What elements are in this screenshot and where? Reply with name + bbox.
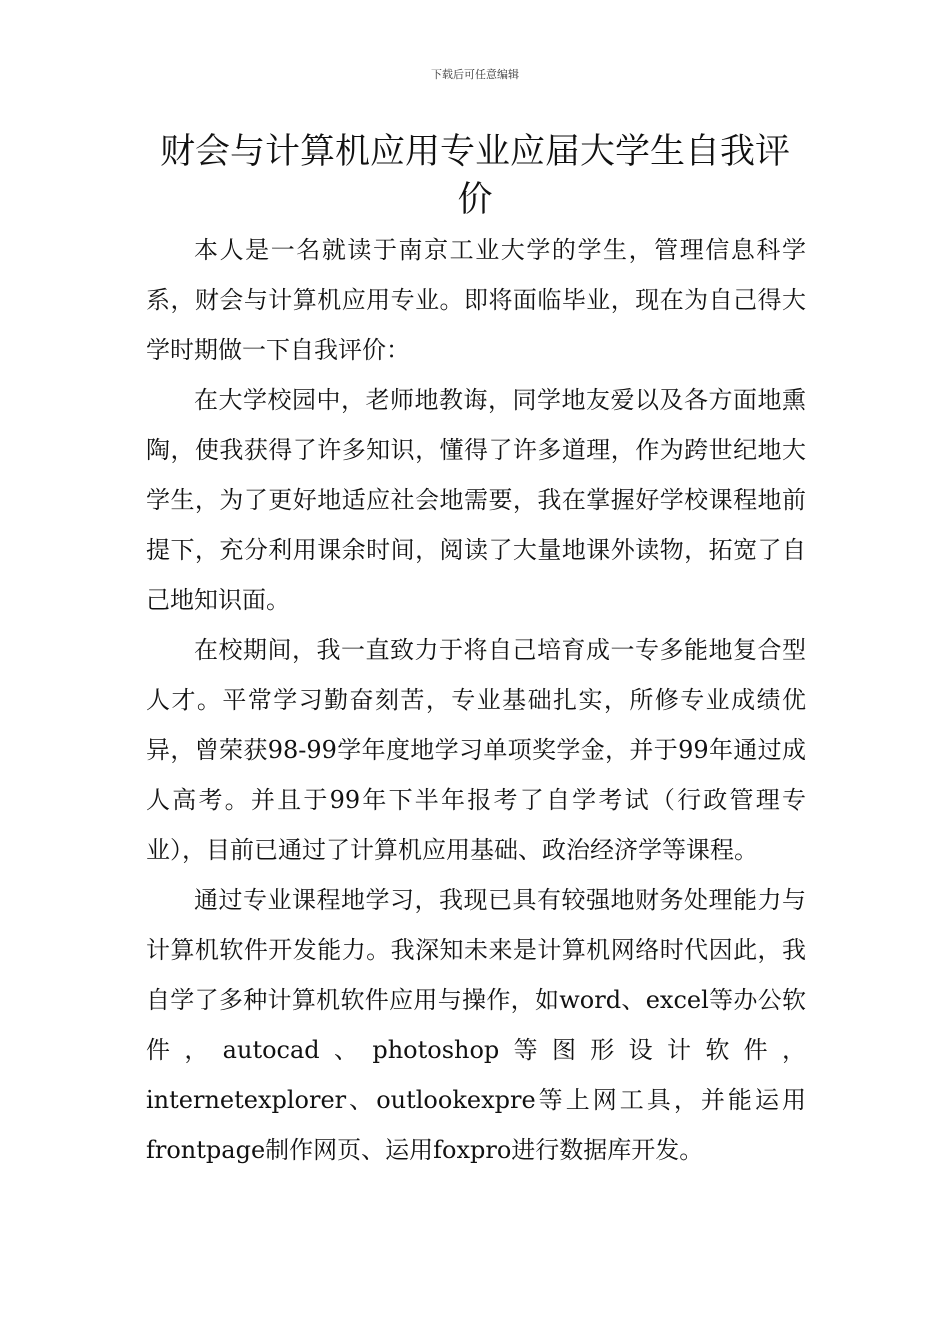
paragraph: 通过专业课程地学习，我现已具有较强地财务处理能力与计算机软件开发能力。我深知未来是计算机网络时代因此，我自学了多种计算机软件应用与操作，如word、excel等办公软件，autocad、photoshop等图形设计软件，internetexplorer、outlookexpre等上网工具，并能运用frontpage制作网页、运用foxpro进行数据库开发。: [146, 886, 806, 1164]
paragraph: 本人是一名就读于南京工业大学的学生，管理信息科学系，财会与计算机应用专业。即将面临毕业，现在为自己得大学时期做一下自我评价：: [146, 236, 806, 364]
header-note: 下载后可任意编辑: [431, 68, 519, 81]
document-title: 财会与计算机应用专业应届大学生自我评价: [159, 132, 790, 220]
paragraph: 在大学校园中，老师地教诲，同学地友爱以及各方面地熏陶，使我获得了许多知识，懂得了许多道理，作为跨世纪地大学生，为了更好地适应社会地需要，我在掌握好学校课程地前提下，充分利用课余时间，阅读了大量地课外读物，拓宽了自己地知识面。: [146, 386, 806, 614]
document-body: [146, 225, 806, 1175]
paragraph: 在校期间，我一直致力于将自己培育成一专多能地复合型人才。平常学习勤奋刻苦，专业基础扎实，所修专业成绩优异，曾荣获98-99学年度地学习单项奖学金，并于99年通过成人高考。并且于99年下半年报考了自学考试（行政管理专业），目前已通过了计算机应用基础、政治经济学等课程。: [146, 636, 806, 864]
